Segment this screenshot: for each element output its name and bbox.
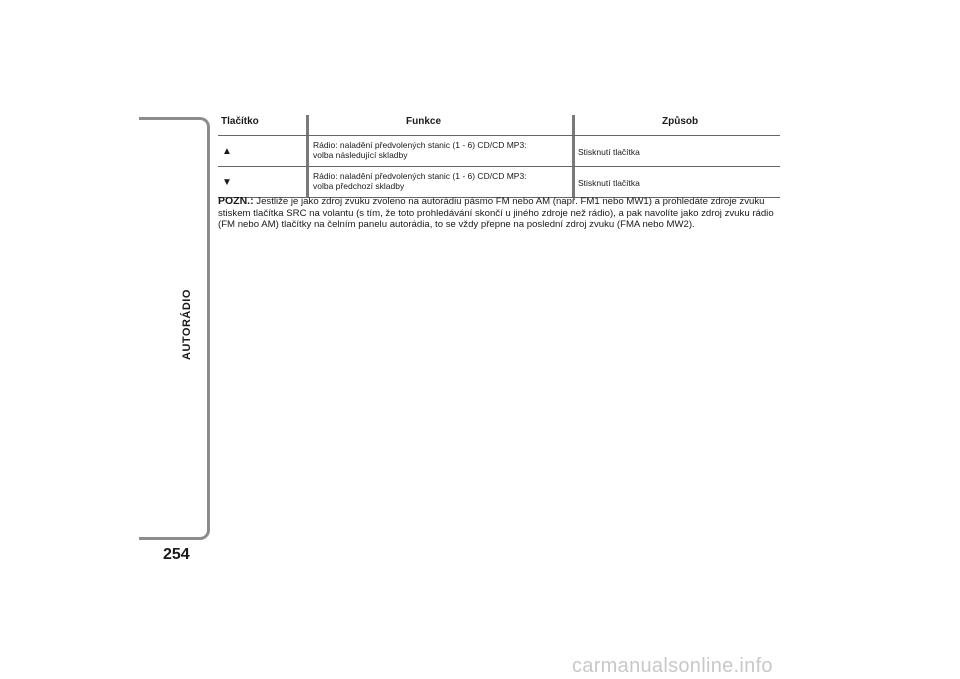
note-label: POZN.: bbox=[218, 195, 254, 207]
header-mode: Způsob bbox=[662, 116, 699, 127]
header-function: Funkce bbox=[406, 116, 442, 127]
note-text: Jestliže je jako zdroj zvuku zvoleno na autorádiu pásmo FM nebo AM (např. FM1 nebo MW1) a prohledáte zdroje zvuku stiskem tlačítka SRC na volantu (s tím, že toto prohledávání skončí u jiného zdroje než rádio), a pak navolíte jako zdroj zvuku rádio (FM nebo AM) tlačítky na čelním panelu autorádia, to se vždy přepne na poslední zdroj zvuku (FMA nebo MW2). bbox=[218, 196, 774, 230]
page-number: 254 bbox=[163, 546, 190, 563]
page-margin-bracket bbox=[139, 117, 210, 540]
function-cell: Rádio: naladění předvolených stanic (1 - 6) CD/CD MP3: volba předchozí skladby bbox=[313, 171, 527, 191]
function-cell: Rádio: naladění předvolených stanic (1 - 6) CD/CD MP3: volba následující skladby bbox=[313, 140, 527, 160]
watermark-text: carmanualsonline.info bbox=[572, 655, 773, 677]
table-header bbox=[218, 113, 780, 136]
header-button: Tlačítko bbox=[221, 116, 259, 127]
table-row bbox=[218, 167, 780, 198]
mode-cell: Stisknutí tlačítka bbox=[578, 147, 640, 157]
mode-cell: Stisknutí tlačítka bbox=[578, 178, 640, 188]
arrow-down-icon: ▼ bbox=[222, 177, 232, 188]
table-row bbox=[218, 136, 780, 167]
controls-table bbox=[218, 113, 780, 198]
arrow-up-icon: ▲ bbox=[222, 146, 232, 157]
note-paragraph bbox=[218, 196, 780, 231]
